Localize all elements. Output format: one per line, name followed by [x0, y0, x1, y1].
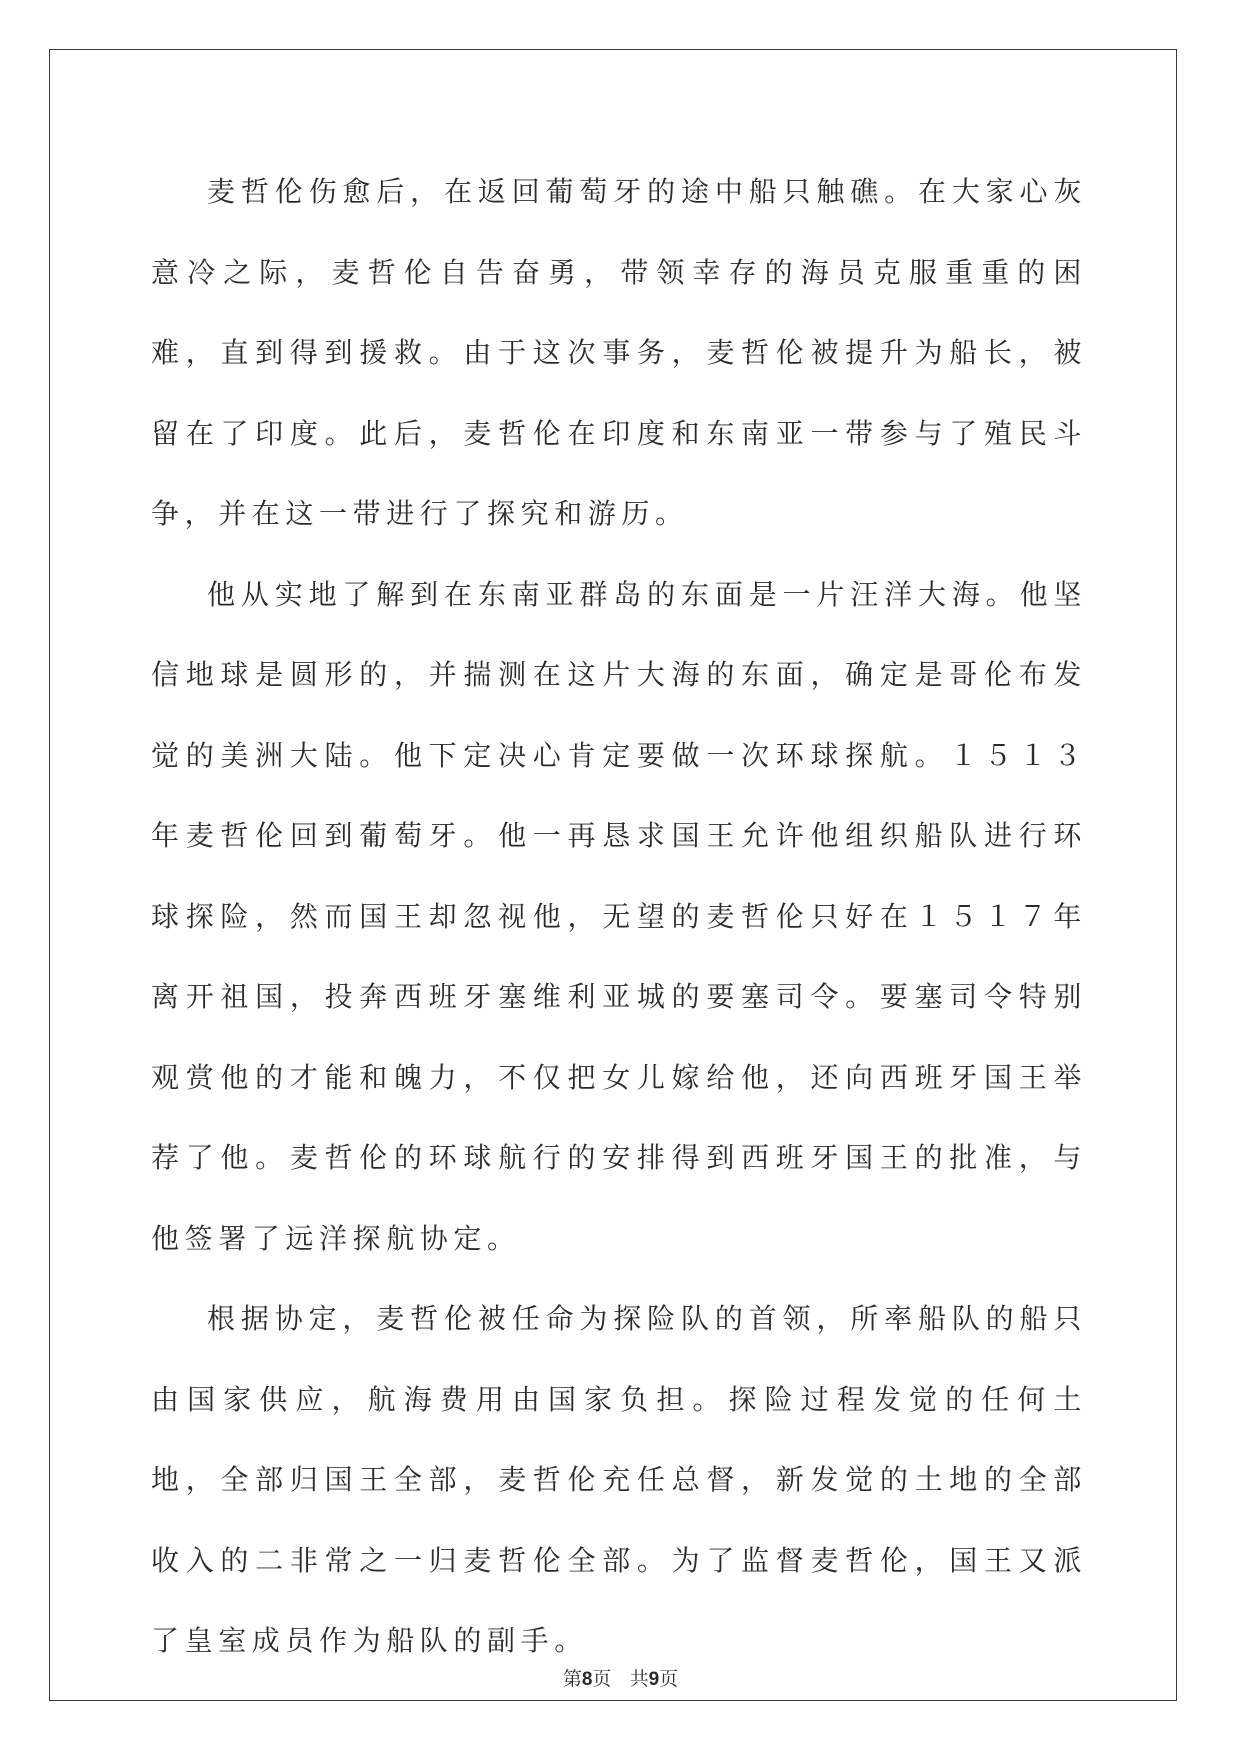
total-prefix: 共: [629, 1668, 649, 1690]
paragraph-1: 麦哲伦伤愈后，在返回葡萄牙的途中船只触礁。在大家心灰意冷之际，麦哲伦自告奋勇，带领幸存的海员克服重重的困难，直到得到援救。由于这次事务，麦哲伦被提升为船长，被留在了印度。此后，麦哲伦在印度和东南亚一带参与了殖民斗争，并在这一带进行了探究和游历。: [151, 175, 1087, 530]
page-suffix: 页: [592, 1668, 612, 1690]
paragraph-2: 他从实地了解到在东南亚群岛的东面是一片汪洋大海。他坚信地球是圆形的，并揣测在这片大海的东面，确定是哥伦布发觉的美洲大陆。他下定决心肯定要做一次环球探航。１５１３年麦哲伦回到葡萄牙。他一再恳求国王允许他组织船队进行环球探险，然而国王却忽视他，无望的麦哲伦只好在１５１７年离开祖国，投奔西班牙塞维利亚城的要塞司令。要塞司令特别观赏他的才能和魄力，不仅把女儿嫁给他，还向西班牙国王举荐了他。麦哲伦的环球航行的安排得到西班牙国王的批准，与他签署了远洋探航协定。: [151, 577, 1087, 1255]
page-prefix: 第: [562, 1668, 582, 1690]
page-number: 8: [581, 1669, 593, 1690]
total-pages: 9: [648, 1669, 660, 1690]
total-suffix: 页: [659, 1668, 679, 1690]
page-footer: [0, 1664, 1241, 1691]
paragraph-3: 根据协定，麦哲伦被任命为探险队的首领，所率船队的船只由国家供应，航海费用由国家负担。探险过程发觉的任何土地，全部归国王全部，麦哲伦充任总督，新发觉的土地的全部收入的二非常之一归麦哲伦全部。为了监督麦哲伦，国王又派了皇室成员作为船队的副手。: [151, 1302, 1087, 1657]
document-body: [151, 152, 1087, 1682]
